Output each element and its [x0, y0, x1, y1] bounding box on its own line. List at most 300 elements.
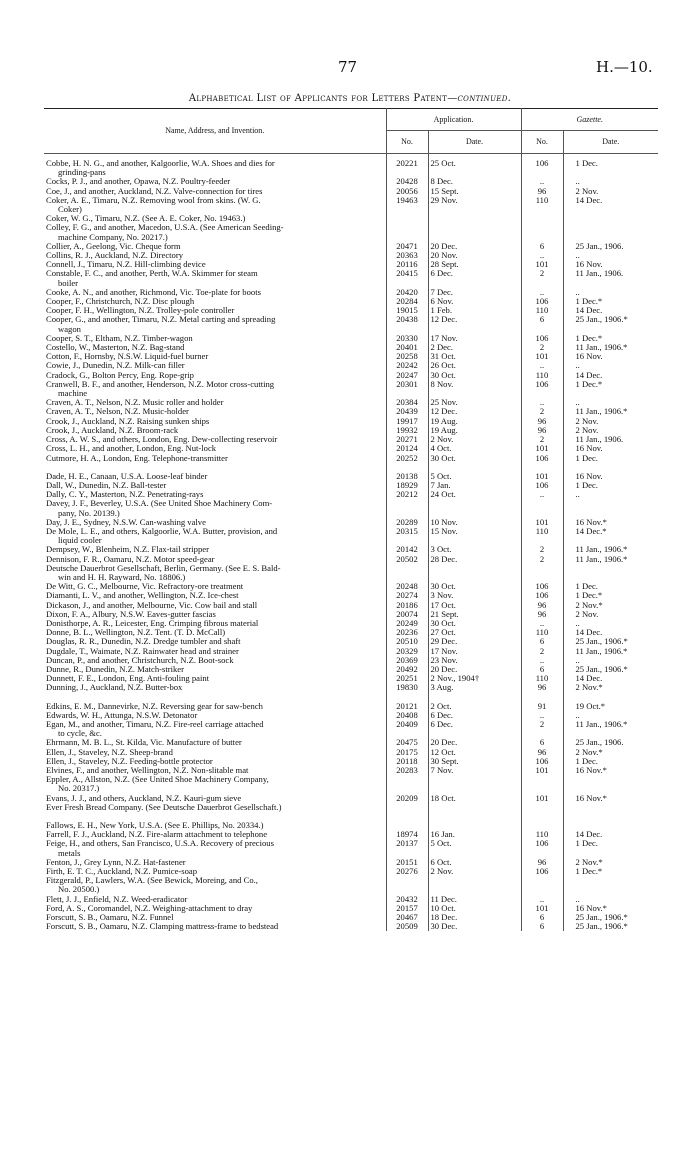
applicant-name: Dunning, J., Auckland, N.Z. Butter-box — [46, 682, 183, 693]
gazette-date: .. — [575, 250, 580, 261]
applicant-name-continued: pany, No. 20139.) — [58, 507, 120, 518]
application-date: 10 Nov. — [428, 518, 521, 527]
gazette-number: 2 — [521, 720, 563, 738]
applicant-name: Evans, J. J., and others, Auckland, N.Z. Kauri-gum sieve — [46, 792, 242, 803]
page-number: 77 — [338, 58, 358, 76]
applicant-name: Dempsey, W., Blenheim, N.Z. Flax-tail stripper — [46, 544, 209, 555]
table-row — [44, 454, 658, 463]
gazette-date: 25 Jan., 1906. — [575, 737, 624, 748]
applicant-name-continued: wagon — [58, 323, 81, 334]
application-number: 20369 — [386, 656, 428, 665]
gazette-date: .. — [575, 709, 580, 720]
gazette-date: 2 Nov. — [575, 185, 599, 196]
applicant-name: Cutmore, H. A., London, Eng. Telephone-transmitter — [46, 452, 228, 463]
gazette-number: .. — [521, 656, 563, 665]
gazette-date: .. — [575, 489, 580, 500]
application-number: 20284 — [386, 297, 428, 306]
application-date: 11 Dec. — [428, 895, 521, 904]
applicant-name: Coker, A. E., Timaru, N.Z. Removing wool from skins. (W. G. — [46, 194, 261, 205]
applicant-name-continued: No. 20500.) — [58, 884, 100, 895]
application-date: 4 Oct. — [428, 444, 521, 453]
applicant-name: Crook, J., Auckland, N.Z. Broom-rack — [46, 424, 179, 435]
gazette-date: 1 Dec.* — [575, 332, 603, 343]
application-date: 30 Oct. — [428, 582, 521, 591]
applicant-entry — [44, 876, 386, 894]
gazette-number: 106 — [521, 867, 563, 876]
applicant-name-continued: machine — [58, 388, 88, 399]
application-number: 19932 — [386, 426, 428, 435]
application-date: 19 Aug. — [428, 417, 521, 426]
gazette-number: 6 — [521, 922, 563, 931]
applicant-name: Cradock, G., Bolton Percy, Eng. Rope-grip — [46, 369, 194, 380]
gazette-number: 101 — [521, 904, 563, 913]
gazette-number: 106 — [521, 582, 563, 591]
applicant-name: Collier, A., Geelong, Vic. Cheque form — [46, 240, 181, 251]
gazette-number: 101 — [521, 472, 563, 481]
applicant-name: Dixon, F. A., Albury, N.S.W. Eaves-gutter fascias — [46, 608, 216, 619]
gazette-number: 6 — [521, 637, 563, 646]
gazette-number: 106 — [521, 297, 563, 306]
applicant-name: Donne, B. L., Wellington, N.Z. Tent. (T. D. McCall) — [46, 627, 226, 638]
application-date — [428, 775, 521, 793]
applicant-name: Dickason, J., and another, Melbourne, Vic. Cow bail and stall — [46, 599, 258, 610]
applicant-name: Eppler, A., Allston, N.Z. (See United Shoe Machinery Company, — [46, 774, 269, 785]
applicant-entry — [44, 922, 386, 931]
applicant-name: Coe, J., and another, Auckland, N.Z. Valve-connection for tires — [46, 185, 263, 196]
gazette-date: 2 Nov.* — [575, 682, 603, 693]
gazette-date: 11 Jan., 1906. — [575, 434, 624, 445]
applicant-name-continued: machine Company, No. 20217.) — [58, 231, 168, 242]
application-number: 20118 — [386, 757, 428, 766]
applicant-name: Flett, J. J., Enfield, N.Z. Weed-eradicator — [46, 893, 188, 904]
gazette-date: 2 Nov. — [575, 415, 599, 426]
gazette-number: 110 — [521, 830, 563, 839]
gazette-number: 91 — [521, 702, 563, 711]
table-row — [44, 564, 658, 582]
gazette-number: 110 — [521, 674, 563, 683]
gazette-date: 2 Nov. — [575, 608, 599, 619]
application-date: 20 Dec. — [428, 665, 521, 674]
table-body — [44, 154, 658, 932]
gazette-number — [521, 499, 563, 517]
applicant-entry — [44, 380, 386, 398]
gazette-number — [521, 564, 563, 582]
applicant-name: Dall, W., Dunedin, N.Z. Ball-tester — [46, 479, 167, 490]
table-row — [44, 315, 658, 333]
application-number: 20289 — [386, 518, 428, 527]
application-date: 3 Aug. — [428, 683, 521, 692]
applicant-entry — [44, 159, 386, 177]
application-date: 12 Oct. — [428, 748, 521, 757]
application-number: 20258 — [386, 352, 428, 361]
applicant-name: Douglas, R. R., Dunedin, N.Z. Dredge tumbler and shaft — [46, 636, 241, 647]
gazette-number: 110 — [521, 628, 563, 637]
gazette-number: .. — [521, 251, 563, 260]
gazette-number: 110 — [521, 371, 563, 380]
applicant-name: Dunnett, F. E., London, Eng. Anti-fouling paint — [46, 673, 210, 684]
application-date: 8 Dec. — [428, 177, 521, 186]
gazette-date: 11 Jan., 1906.* — [575, 553, 628, 564]
application-date — [428, 214, 521, 223]
gazette-date: .. — [575, 360, 580, 371]
gazette-number: 106 — [521, 454, 563, 463]
applicant-name: Fallows, E. H., New York, U.S.A. (See E. Phillips, No. 20334.) — [46, 820, 264, 831]
gazette-number: .. — [521, 177, 563, 186]
applicant-name: Craven, A. T., Nelson, N.Z. Music-holder — [46, 406, 189, 417]
application-date: 20 Nov. — [428, 251, 521, 260]
applicant-entry — [44, 196, 386, 214]
gazette-date: 11 Jan., 1906.* — [575, 544, 628, 555]
applicant-name: Edkins, E. M., Dannevirke, N.Z. Reversing gear for saw-bench — [46, 700, 263, 711]
table-row — [44, 803, 658, 812]
gazette-date: 16 Nov.* — [575, 516, 607, 527]
gazette-date: 25 Jan., 1906.* — [575, 663, 628, 674]
application-number: 20467 — [386, 913, 428, 922]
gazette-number: 2 — [521, 407, 563, 416]
gazette-date: 1 Dec.* — [575, 866, 603, 877]
gazette-date: 16 Nov.* — [575, 765, 607, 775]
applicant-name: Cobbe, H. N. G., and another, Kalgoorlie, W.A. Shoes and dies for — [46, 158, 275, 168]
application-number: 20248 — [386, 582, 428, 591]
application-number: 20209 — [386, 794, 428, 803]
gazette-number: 6 — [521, 913, 563, 922]
application-number: 20124 — [386, 444, 428, 453]
application-date — [428, 564, 521, 582]
applicant-name: Elvines, F., and another, Wellington, N.Z. Non-slitable mat — [46, 765, 249, 775]
gazette-date: 11 Jan., 1906. — [575, 268, 624, 279]
applicant-name: Fitzgerald, P., Lawlers, W.A. (See Bewick, Moreing, and Co., — [46, 875, 258, 886]
application-number: 20420 — [386, 288, 428, 297]
table-row — [44, 839, 658, 857]
applicant-name: Coker, W. G., Timaru, N.Z. (See A. E. Coker, No. 19463.) — [46, 213, 246, 224]
header-name: Name, Address, and Invention. — [44, 109, 386, 154]
gazette-number: 101 — [521, 518, 563, 527]
gazette-number: 101 — [521, 260, 563, 269]
applicant-entry — [44, 269, 386, 287]
application-date: 10 Oct. — [428, 904, 521, 913]
applicant-entry — [44, 803, 386, 812]
application-number: 20329 — [386, 647, 428, 656]
application-date: 18 Dec. — [428, 913, 521, 922]
application-number: 20175 — [386, 748, 428, 757]
application-number: 20509 — [386, 922, 428, 931]
page-title — [0, 93, 700, 104]
gazette-number: 96 — [521, 426, 563, 435]
gazette-number: 2 — [521, 545, 563, 554]
gazette-number: 106 — [521, 380, 563, 398]
applicant-name: Forscutt, S. B., Oamaru, N.Z. Funnel — [46, 912, 174, 923]
application-date: 17 Nov. — [428, 647, 521, 656]
application-number: 20142 — [386, 545, 428, 554]
applicant-name: Cooper, F. H., Wellington, N.Z. Trolley-pole controller — [46, 305, 235, 316]
gazette-date: 14 Dec. — [575, 673, 603, 684]
applicant-name: Craven, A. T., Nelson, N.Z. Music roller and holder — [46, 397, 224, 408]
gazette-date: 2 Nov. — [575, 424, 599, 435]
application-number: 20271 — [386, 435, 428, 444]
applicant-name: Colley, F. G., and another, Macedon, U.S.A. (See American Seeding- — [46, 222, 284, 233]
applicant-entry — [44, 499, 386, 517]
gazette-date: .. — [575, 654, 580, 665]
table-row — [44, 683, 658, 692]
gazette-number: 6 — [521, 242, 563, 251]
table-row — [44, 196, 658, 214]
application-date: 12 Dec. — [428, 407, 521, 416]
application-date: 2 Nov., 1904† — [428, 674, 521, 683]
application-number: 20157 — [386, 904, 428, 913]
application-date: 6 Dec. — [428, 711, 521, 720]
application-date: 6 Dec. — [428, 720, 521, 738]
application-date — [428, 803, 521, 812]
application-date: 29 Nov. — [428, 196, 521, 214]
applicant-name-continued: metals — [58, 847, 81, 858]
application-date: 7 Jan. — [428, 481, 521, 490]
gazette-number: 106 — [521, 481, 563, 490]
application-number: 18929 — [386, 481, 428, 490]
application-date: 6 Dec. — [428, 269, 521, 287]
application-number: 18974 — [386, 830, 428, 839]
gazette-date: 11 Jan., 1906.* — [575, 406, 628, 417]
applicant-name: Deutsche Dauerbrot Gesellschaft, Berlin, Germany. (See E. S. Bald- — [46, 562, 281, 573]
gazette-number: 101 — [521, 794, 563, 803]
application-number: 20492 — [386, 665, 428, 674]
application-date — [428, 499, 521, 517]
application-date: 29 Dec. — [428, 637, 521, 646]
gazette-date: .. — [575, 893, 580, 904]
applicant-name: Forscutt, S. B., Oamaru, N.Z. Clamping mattress-frame to bedstead — [46, 921, 279, 932]
application-date: 25 Oct. — [428, 159, 521, 177]
gazette-date: .. — [575, 176, 580, 187]
document-reference: H.—10. — [596, 58, 653, 76]
application-date: 3 Nov. — [428, 591, 521, 600]
gazette-number: 110 — [521, 196, 563, 214]
applicant-name: De Witt, G. C., Melbourne, Vic. Refractory-ore treatment — [46, 581, 244, 592]
application-number: 19463 — [386, 196, 428, 214]
gazette-number — [521, 775, 563, 793]
application-number: 20221 — [386, 159, 428, 177]
applicant-entry — [44, 223, 386, 241]
applicant-name: Costello, W., Masterton, N.Z. Bag-stand — [46, 342, 185, 353]
application-date: 15 Sept. — [428, 187, 521, 196]
applicant-name: Feige, H., and others, San Francisco, U.S.A. Recovery of precious — [46, 838, 274, 849]
gazette-number: 6 — [521, 315, 563, 333]
application-date: 30 Oct. — [428, 371, 521, 380]
gazette-number: 96 — [521, 417, 563, 426]
gazette-date: 16 Nov.* — [575, 902, 607, 913]
header-gazette-date: Date. — [563, 131, 658, 154]
header-application-date: Date. — [428, 131, 521, 154]
gazette-number: 106 — [521, 839, 563, 857]
gazette-date: 1 Dec.* — [575, 378, 603, 389]
header-gazette-no: No. — [521, 131, 563, 154]
gazette-date: 16 Nov.* — [575, 792, 607, 803]
application-number: 20274 — [386, 591, 428, 600]
applicant-name: Cross, A. W. S., and others, London, Eng. Dew-collecting reservoir — [46, 434, 278, 445]
applicant-name: Cowie, J., Dunedin, N.Z. Milk-can filler — [46, 360, 185, 371]
application-number: 20121 — [386, 702, 428, 711]
application-number: 20330 — [386, 334, 428, 343]
gazette-number: 101 — [521, 352, 563, 361]
applicant-name-continued: Coker) — [58, 204, 82, 215]
applicant-name: Cross, L. H., and another, London, Eng. Nut-lock — [46, 443, 217, 454]
gazette-number: 101 — [521, 444, 563, 453]
applicant-entry — [44, 454, 386, 463]
application-number: 20428 — [386, 177, 428, 186]
applicant-name: Ehrmann, M. B. L., St. Kilda, Vic. Manufacture of butter — [46, 737, 242, 748]
gazette-number: 110 — [521, 306, 563, 315]
application-number: 19917 — [386, 417, 428, 426]
gazette-number: 96 — [521, 610, 563, 619]
application-number: 20151 — [386, 858, 428, 867]
application-number: 20249 — [386, 619, 428, 628]
application-number: 20475 — [386, 738, 428, 747]
application-number: 20252 — [386, 454, 428, 463]
header-gazette: Gazette. — [521, 109, 658, 131]
applicant-entry — [44, 839, 386, 857]
applicant-name: Dennison, F. R., Oamaru, N.Z. Motor speed-gear — [46, 553, 215, 564]
gazette-number: .. — [521, 619, 563, 628]
gazette-date: 1 Dec. — [575, 452, 598, 463]
applicant-name: Cooper, S. T., Eltham, N.Z. Timber-wagon — [46, 332, 193, 343]
applicant-name: Dugdale, T., Waimate, N.Z. Rainwater head and strainer — [46, 645, 239, 656]
application-date: 25 Nov. — [428, 398, 521, 407]
application-date: 5 Oct. — [428, 839, 521, 857]
application-number: 20138 — [386, 472, 428, 481]
applicant-name-continued: win and H. H. Rayward, No. 18806.) — [58, 571, 186, 582]
application-date: 6 Nov. — [428, 297, 521, 306]
applicant-name-continued: grinding-pans — [58, 167, 106, 178]
gazette-number: 2 — [521, 269, 563, 287]
application-number: 20401 — [386, 343, 428, 352]
application-number: 20432 — [386, 895, 428, 904]
applicants-table — [44, 108, 658, 931]
table-row — [44, 527, 658, 545]
application-number: 20315 — [386, 527, 428, 545]
gazette-number — [521, 803, 563, 812]
application-number: 20502 — [386, 555, 428, 564]
application-number: 20242 — [386, 361, 428, 370]
application-number — [386, 223, 428, 241]
applicant-name: Cocks, P. J., and another, Opawa, N.Z. Poultry-feeder — [46, 176, 231, 187]
applicant-name: Cranwell, B. F., and another, Henderson, N.Z. Motor cross-cutting — [46, 378, 275, 389]
applicant-name: De Mole, L. E., and others, Kalgoorlie, W.A. Butter, provision, and — [46, 525, 278, 536]
gazette-number — [521, 214, 563, 223]
gazette-number: .. — [521, 288, 563, 297]
application-number: 20283 — [386, 766, 428, 775]
application-date: 19 Aug. — [428, 426, 521, 435]
gazette-number: .. — [521, 490, 563, 499]
application-number: 20247 — [386, 371, 428, 380]
application-number: 20251 — [386, 674, 428, 683]
application-date: 8 Nov. — [428, 380, 521, 398]
gazette-date: 11 Jan., 1906.* — [575, 645, 628, 656]
gazette-number: .. — [521, 895, 563, 904]
gazette-number: .. — [521, 361, 563, 370]
table-row — [44, 380, 658, 398]
gazette-number: 2 — [521, 343, 563, 352]
gazette-date — [563, 564, 658, 582]
application-date: 30 Oct. — [428, 619, 521, 628]
gazette-date: 14 Dec. — [575, 194, 603, 205]
application-number: 20186 — [386, 601, 428, 610]
application-date: 3 Oct. — [428, 545, 521, 554]
application-date: 24 Oct. — [428, 490, 521, 499]
gazette-date: 14 Dec. — [575, 829, 603, 840]
applicant-name: Ellen, J., Staveley, N.Z. Sheep-brand — [46, 746, 173, 757]
table-row — [44, 499, 658, 517]
gazette-date: 25 Jan., 1906.* — [575, 314, 628, 325]
gazette-number: 96 — [521, 187, 563, 196]
applicant-name-continued: liquid cooler — [58, 535, 102, 546]
table-row — [44, 775, 658, 793]
application-date: 7 Nov. — [428, 766, 521, 775]
application-number: 20056 — [386, 187, 428, 196]
gazette-date — [563, 876, 658, 894]
application-date: 7 Dec. — [428, 288, 521, 297]
application-date: 1 Feb. — [428, 306, 521, 315]
gazette-number: .. — [521, 398, 563, 407]
table-row — [44, 223, 658, 241]
applicant-name: Dade, H. E., Canaan, U.S.A. Loose-leaf binder — [46, 470, 208, 481]
gazette-date: 25 Jan., 1906.* — [575, 921, 628, 932]
application-date: 12 Dec. — [428, 315, 521, 333]
applicant-entry — [44, 720, 386, 738]
gazette-date: 16 Nov. — [575, 259, 603, 270]
gazette-date: 16 Nov. — [575, 443, 603, 454]
gazette-number: 6 — [521, 665, 563, 674]
applicant-name-continued: No. 20317.) — [58, 783, 100, 794]
application-date — [428, 876, 521, 894]
gazette-number: .. — [521, 711, 563, 720]
page-title-main: Alphabetical List of Applicants for Letters Patent — [188, 93, 448, 104]
applicant-name: Crook, J., Auckland, N.Z. Raising sunken ships — [46, 415, 210, 426]
applicant-name: Collins, R. J., Auckland, N.Z. Directory — [46, 250, 184, 261]
table-row — [44, 876, 658, 894]
gazette-date: 1 Dec. — [575, 838, 598, 849]
application-number: 20384 — [386, 398, 428, 407]
gazette-number: 106 — [521, 159, 563, 177]
application-number: 20212 — [386, 490, 428, 499]
gazette-date: 16 Nov. — [575, 470, 603, 481]
header-application-no: No. — [386, 131, 428, 154]
application-number: 20438 — [386, 315, 428, 333]
gazette-number: 2 — [521, 435, 563, 444]
application-date: 30 Dec. — [428, 922, 521, 931]
applicant-name: Day, J. E., Sydney, N.S.W. Can-washing valve — [46, 516, 206, 527]
gazette-number: 2 — [521, 647, 563, 656]
application-number — [386, 214, 428, 223]
gazette-date: .. — [575, 617, 580, 628]
applicant-name: Donisthorpe, A. R., Leicester, Eng. Crimping fibrous material — [46, 617, 259, 628]
gazette-number: 106 — [521, 591, 563, 600]
applicant-name-continued: to cycle, &c. — [58, 728, 102, 739]
application-date — [428, 223, 521, 241]
applicant-entry — [44, 564, 386, 582]
applicant-name: Cooke, A. N., and another, Richmond, Vic. Toe-plate for boots — [46, 286, 261, 297]
gazette-date: 14 Dec. — [575, 305, 603, 316]
gazette-number: 6 — [521, 738, 563, 747]
application-date: 31 Oct. — [428, 352, 521, 361]
application-date: 30 Sept. — [428, 757, 521, 766]
gazette-date: .. — [575, 286, 580, 297]
gazette-number: 96 — [521, 858, 563, 867]
gazette-date: 14 Dec. — [575, 369, 603, 380]
gazette-date: 11 Jan., 1906.* — [575, 718, 628, 729]
application-number: 19830 — [386, 683, 428, 692]
application-number: 20116 — [386, 260, 428, 269]
application-date: 27 Oct. — [428, 628, 521, 637]
application-number: 20415 — [386, 269, 428, 287]
gazette-date: 1 Dec. — [575, 479, 598, 490]
